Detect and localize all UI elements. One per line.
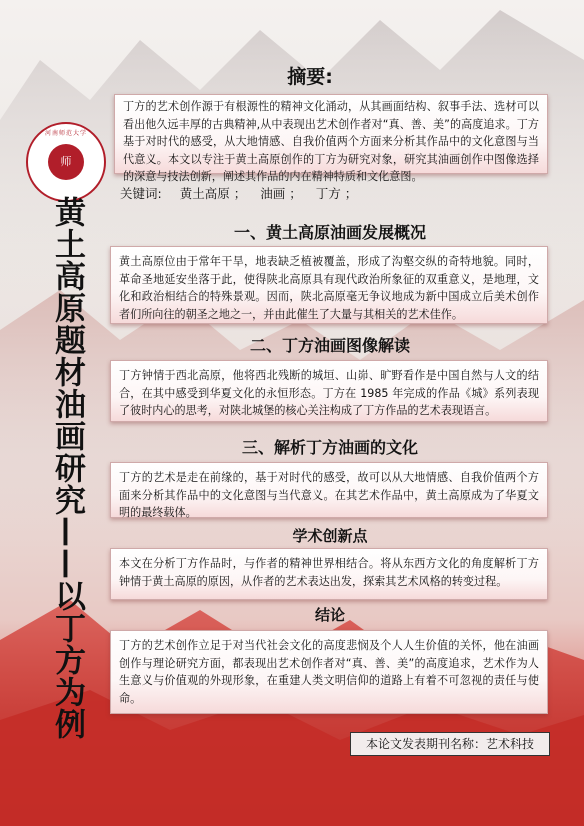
- section-3-heading: 三、解析丁方油画的文化: [241, 438, 418, 457]
- section-2-box: 丁方钟情于西北高原，他将西北残断的城垣、山峁、旷野看作是中国自然与人文的结合，在其中感受到华夏文化的永恒形态。丁方在 1985 年完成的作品《城》系列表现了彼时内心的思考，对陕北城堡的核心关注构成了丁方作品的艺术表现语言。: [110, 360, 548, 422]
- logo-emblem: 师: [48, 144, 84, 180]
- keyword-separator: ；: [233, 186, 247, 201]
- abstract-heading: 摘要:: [287, 66, 333, 88]
- section-1-box: 黄土高原位由于常年干旱，地表缺乏植被覆盖，形成了沟壑交纵的奇特地貌。同时，革命圣地延安坐落于此，使得陕北高原具有现代政治所象征的双重意义，是地理，文化和政治相结合的特殊景观。因而，陕北高原毫无争议地成为新中国成立后美术创作者们所向往的朝圣之地之一，并由此催生了大量与其相关的艺术佳作。: [110, 246, 548, 324]
- conclusion-heading: 结论: [314, 606, 345, 624]
- keyword-separator: ；: [344, 186, 358, 201]
- vertical-title: 黄土高原题材油画研究——以丁方为例: [49, 196, 85, 740]
- section-2-heading: 二、丁方油画图像解读: [249, 336, 410, 355]
- conclusion-box: 丁方的艺术创作立足于对当代社会文化的高度悲悯及个人人生价值的关怀，他在油画创作与理论研究方面，都表现出艺术创作者对“真、善、美”的高度追求，艺术作为人生意义与价值观的外现形象，在重建人类文明信仰的道路上有着不可忽视的责任与使命。: [110, 630, 548, 714]
- section-1-heading: 一、黄土高原油画发展概况: [233, 223, 426, 242]
- keyword-separator: ；: [289, 186, 302, 201]
- logo-caption: 河南师范大学: [44, 130, 87, 137]
- section-3-box: 丁方的艺术是走在前缘的，基于对时代的感受，故可以从大地情感、自我价值两个方面来分析其作品中的文化意图与当代意义。在其艺术作品中，黄土高原成为了华夏文明的最终载体。: [110, 462, 548, 518]
- university-logo: [26, 122, 106, 202]
- abstract-box: 丁方的艺术创作源于有根源性的精神文化涌动，从其画面结构、叙事手法、选材可以看出他久远丰厚的古典精神,从中表现出艺术创作者对“真、善、美”的高度追求。丁方基于对时代的感受，从大地情感、自我价值两个方面来分析其作品中的文化意图与当代意义。本文以专注于黄土高原创作的丁方为研究对象，研究其油画创作中图像选择的深意与技法创新，阐述其作品的内在精神特质和文化意图。: [114, 94, 548, 174]
- keyword-item: 油画: [260, 186, 286, 201]
- innovation-box: 本文在分析丁方作品时，与作者的精神世界相结合。将从东西方文化的角度解析丁方钟情于黄土高原的原因，从作者的艺术表达出发，探索其艺术风格的转变过程。: [110, 548, 548, 600]
- keywords-label: 关键词:: [120, 186, 162, 201]
- journal-label: 本论文发表期刊名称：艺术科技: [350, 732, 550, 756]
- keywords: [120, 184, 357, 202]
- keyword-item: 丁方: [315, 186, 341, 201]
- innovation-heading: 学术创新点: [292, 527, 368, 545]
- keyword-item: 黄土高原: [179, 186, 230, 201]
